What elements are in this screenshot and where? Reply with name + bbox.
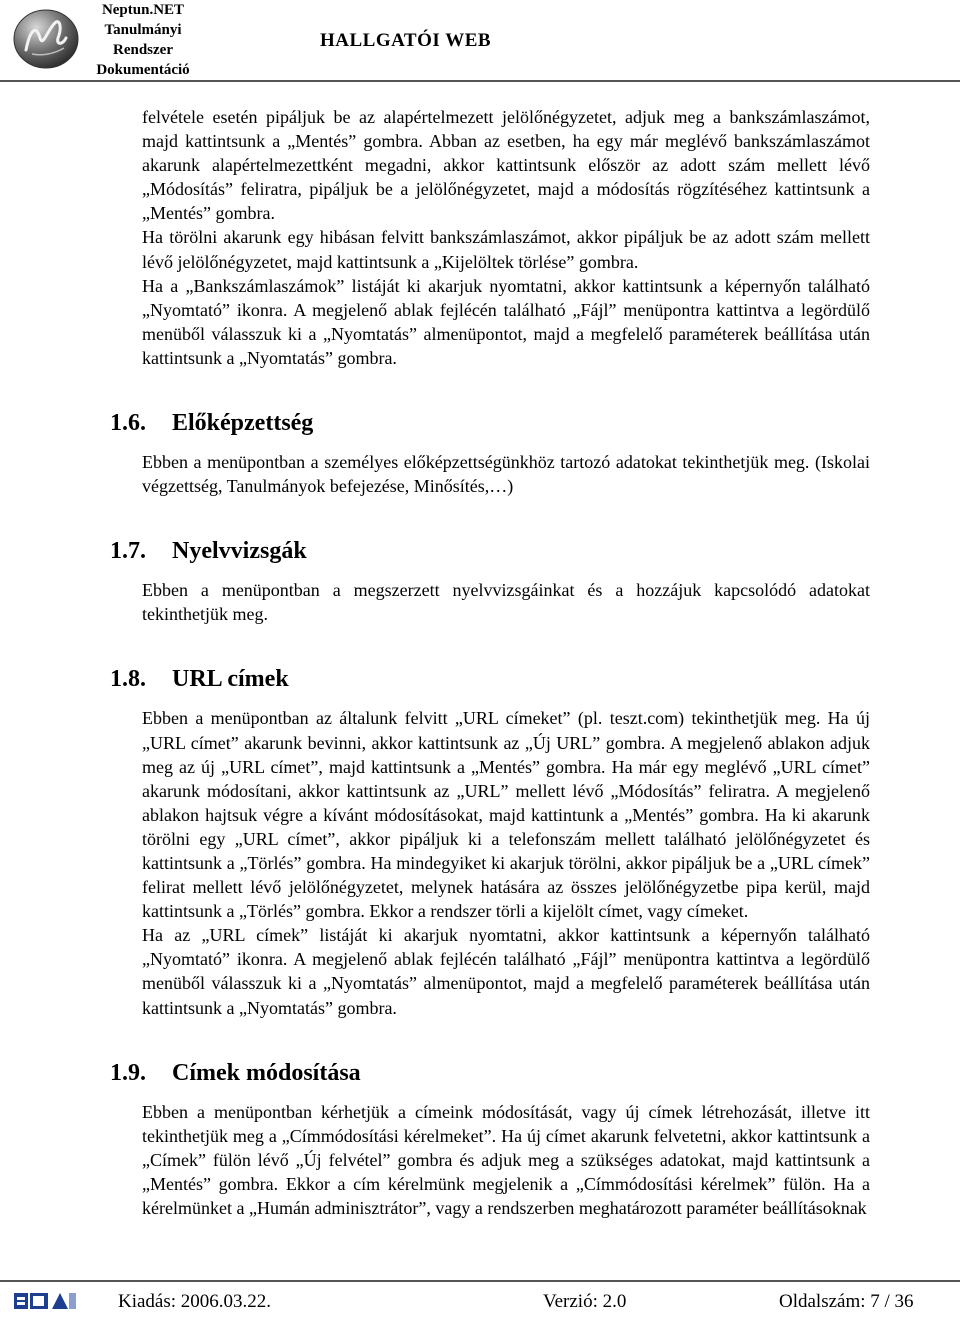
section-title: Címek módosítása	[172, 1059, 361, 1086]
section-number: 1.7.	[110, 538, 146, 565]
footer-issue-date: Kiadás: 2006.03.22.	[118, 1291, 272, 1312]
header-title-line: Neptun.NET	[101, 2, 185, 18]
page-footer	[0, 1284, 960, 1319]
sda-logo-icon	[14, 1290, 76, 1312]
section-number: 1.9.	[110, 1059, 146, 1086]
section-elokepzettseg	[110, 408, 870, 498]
footer-logo-text: SDA	[45, 1305, 48, 1306]
document-body	[110, 105, 870, 1220]
section-heading	[110, 408, 870, 438]
section-url-cimek	[110, 664, 870, 1019]
header-section-title: HALLGATÓI WEB	[320, 30, 492, 51]
neptun-logo-icon	[12, 8, 80, 70]
body-paragraph: Ebben a menüpontban a megszerzett nyelvvizsgáinkat és a hozzájuk kapcsolódó adatokat tekinthetjük meg.	[142, 580, 870, 625]
section-title: Nyelvvizsgák	[172, 538, 307, 565]
body-paragraph: felvétele esetén pipáljuk be az alapértelmezett jelölőnégyzetet, adjuk meg a bankszámlaszámot, majd kattintsunk a „Mentés” gombra. Abban az esetben, ha egy már meglévő bankszámlaszámot akarunk alapértelmezettként megadni, akkor kattintsunk először az adott szám mellett lévő „Módosítás” feliratra, pipáljuk be a jelölőnégyzetet, majd a módosítás rögzítéséhez kattintsunk a „Mentés” gombra.	[142, 107, 870, 224]
section-number: 1.6.	[110, 410, 146, 437]
section-cimek-modositasa	[110, 1058, 870, 1220]
header-title-line: Tanulmányi	[104, 22, 182, 38]
body-paragraph: Ebben a menüpontban az általunk felvitt „URL címeket” (pl. teszt.com) tekinthetjük meg. Ha új „URL címet” akarunk bevinni, akkor kattintsunk az „Új URL” gombra. A megjelenő ablakon adjuk meg az új „URL címet”, majd kattintsunk a „Mentés” gombra. Ha már egy meglévő „URL címet” akarunk módosítani, akkor kattintsunk az „URL” mellett lévő „Módosítás” feliratra. A megjelenő ablakon hajtsuk végre a kívánt módosításokat, majd kattintunk a „Mentés” gombra. Ha ki akarunk törölni egy „URL címet”, akkor pipáljuk ki a telefonszám mellett található jelölőnégyzetet és kattintsunk a „Törlés” gombra. Ha mindegyiket ki akarjuk törölni, akkor pipáljuk be a „URL címek” felirat mellett lévő jelölőnégyzetet, melynek hatására az összes jelölőnégyzetbe pipa kerül, majd kattintsunk a „Törlés” gombra. Ekkor a rendszer törli a kijelölt címet, vagy címeket.	[142, 708, 870, 922]
section-heading	[110, 1058, 870, 1088]
page-header	[0, 0, 960, 82]
section-heading	[110, 664, 870, 694]
section-heading	[110, 536, 870, 566]
body-paragraph: Ebben a menüpontban kérhetjük a címeink módosítását, vagy új címek létrehozását, illetve itt tekinthetjük meg a „Címmódosítási kérelmeket”. Ha új címet akarunk felvetetni, akkor kattintsunk a „Címek” fülön lévő „Új felvétel” gombra és adjuk meg a szükséges adatokat, majd kattintsunk a „Mentés” gombra. Ekkor a cím kérelmünk megjelenik a „Címmódosítási kérelmek” fülön. Ha a kérelmünket a „Humán adminisztrátor”, vagy a rendszerben meghatározott paraméter beállításoknak	[142, 1101, 870, 1218]
header-document-title	[84, 0, 202, 80]
footer-divider	[0, 1280, 960, 1282]
body-paragraph: Ebben a menüpontban a személyes előképzettségünkhöz tartozó adatokat tekinthetjük meg. (Iskolai végzettség, Tanulmányok befejezése, Minősítés,…)	[142, 452, 870, 497]
body-paragraph: Ha törölni akarunk egy hibásan felvitt bankszámlaszámot, akkor pipáljuk be az adott szám mellett lévő jelölőnégyzetet, majd kattintsunk a „Kijelöltek törlése” gombra.	[142, 227, 870, 272]
footer-page-number: Oldalszám: 7 / 36	[779, 1291, 914, 1312]
section-title: Előképzettség	[172, 410, 314, 437]
section-title: URL címek	[172, 666, 289, 693]
header-title-line: Dokumentáció	[96, 62, 190, 78]
section-nyelvvizsgak	[110, 536, 870, 626]
header-divider	[0, 80, 960, 82]
body-paragraph: Ha a „Bankszámlaszámok” listáját ki akarjuk nyomtatni, akkor kattintsunk a képernyőn található „Nyomtató” ikonra. A megjelenő ablak fejlécén található „Fájl” menüpontra kattintva a legördülő menüből válasszuk ki a „Nyomtatás” almenüpontot, majd a megfelelő paraméterek beállítása után kattintsunk a „Nyomtatás” gombra.	[142, 275, 870, 368]
header-title-line: Rendszer	[113, 42, 173, 58]
footer-version: Verzió: 2.0	[543, 1291, 627, 1312]
body-paragraph: Ha az „URL címek” listáját ki akarjuk nyomtatni, akkor kattintsunk a képernyőn található „Nyomtató” ikonra. A megjelenő ablak fejlécén található „Fájl” menüpontra kattintva a legördülő menüből válasszuk ki a „Nyomtatás” almenüpontot, majd a megfelelő paraméterek beállítása után kattintsunk a „Nyomtatás” gombra.	[142, 925, 870, 1018]
section-number: 1.8.	[110, 666, 146, 693]
